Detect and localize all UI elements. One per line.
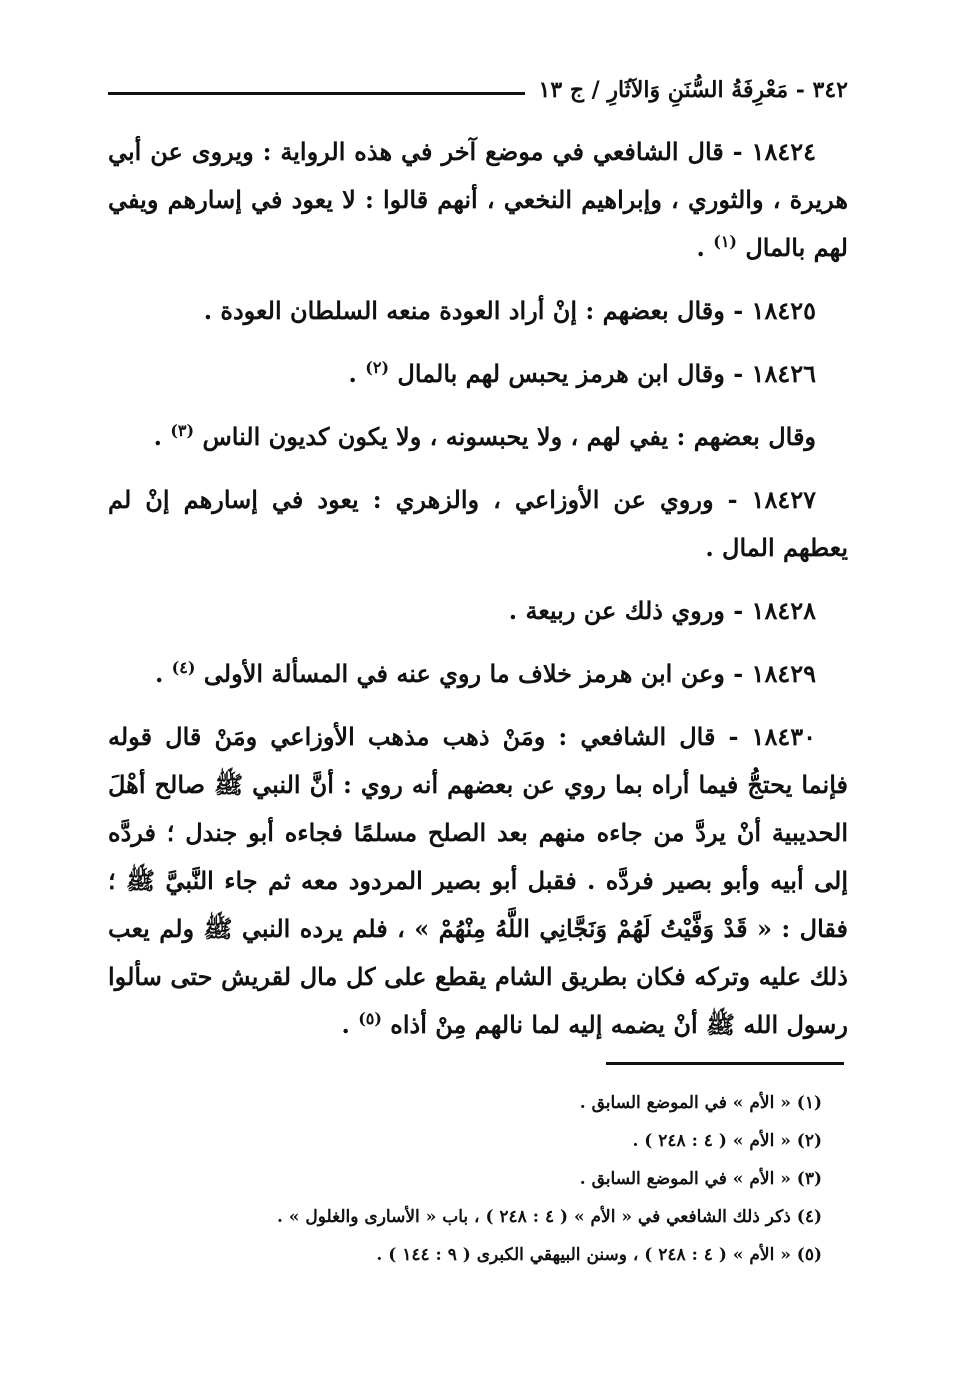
- footnote-3: (٣) « الأم » في الموضع السابق .: [579, 1169, 822, 1189]
- footnote-separator: [606, 1062, 844, 1065]
- paragraph-18428: [108, 587, 848, 635]
- footnote-2: (٢) « الأم » ( ٤ : ٢٤٨ ) .: [632, 1131, 822, 1151]
- paragraph-tail: .: [154, 659, 172, 688]
- paragraph-text: ١٨٤٢٥ - وقال بعضهم : إنْ أراد العودة منعه السلطان العودة .: [203, 296, 816, 325]
- paragraph-18427: [108, 476, 848, 572]
- paragraph-18430: [108, 713, 848, 1049]
- main-text: [108, 128, 848, 1064]
- paragraph-tail: .: [348, 359, 366, 388]
- paragraph-text: ١٨٤٢٩ - وعن ابن هرمز خلاف ما روي عنه في المسألة الأولى: [203, 659, 816, 688]
- footnote-5: (٥) « الأم » ( ٤ : ٢٤٨ ) ، وسنن البيهقي الكبرى ( ٩ : ١٤٤ ) .: [376, 1245, 822, 1265]
- footnote-ref: (٢): [365, 358, 390, 377]
- paragraph-continuation: [108, 413, 848, 461]
- paragraph-text: ١٨٤٢٨ - وروي ذلك عن ربيعة .: [508, 596, 816, 625]
- page-header: [108, 70, 848, 110]
- footnotes: [108, 1084, 822, 1274]
- footnote-ref: (١): [713, 232, 737, 251]
- paragraph-text: ١٨٤٢٦ - وقال ابن هرمز يحبس لهم بالمال: [397, 359, 816, 388]
- paragraph-tail: .: [341, 1010, 359, 1039]
- footnote-ref: (٥): [358, 1009, 382, 1028]
- footnote-4: (٤) ذكر ذلك الشافعي في « الأم » ( ٤ : ٢٤٨ ) ، باب « الأسارى والغلول » .: [277, 1207, 822, 1227]
- running-head-title: ٣٤٢ - مَعْرِفَةُ السُّنَنِ وَالآثَارِ / ج ١٣: [538, 77, 848, 103]
- paragraph-tail: .: [153, 422, 171, 451]
- paragraph-18424: [108, 128, 848, 272]
- footnote-ref: (٤): [171, 658, 196, 677]
- footnote-1: (١) « الأم » في الموضع السابق .: [579, 1093, 822, 1113]
- paragraph-18426: [108, 350, 848, 398]
- paragraph-text: ١٨٤٢٤ - قال الشافعي في موضع آخر في هذه الرواية : ويروى عن أبي هريرة ، والثوري ، وإبراهيم النخعي ، أنهم قالوا : لا يعود في إسارهم ويفي لهم بالمال: [108, 137, 848, 262]
- paragraph-text: ١٨٤٣٠ - قال الشافعي : ومَنْ ذهب مذهب الأوزاعي ومَنْ قال قوله فإنما يحتجُّ فيما أراه بما روي عن بعضهم أنه روي : أنَّ النبي ﷺ صالح أهْلَ الحديبية أنْ يردَّ من جاءه منهم بعد الصلح مسلمًا فجاءه أبو جندل ؛ فردَّه إلى أبيه وأبو بصير فردَّه . فقبل أبو بصير المردود معه ثم جاء النَّبيَّ ﷺ ؛ فقال : « قَدْ وَفَّيْتُ لَهُمْ وَنَجَّانِي اللَّهُ مِنْهُمْ » ، فلم يرده النبي ﷺ ولم يعب ذلك عليه وتركه فكان بطريق الشام يقطع على كل مال لقريش حتى سألوا رسول الله ﷺ أنْ يضمه إليه لما نالهم مِنْ أذاه: [108, 722, 848, 1039]
- paragraph-tail: .: [696, 233, 714, 262]
- paragraph-text: وقال بعضهم : يفي لهم ، ولا يحبسونه ، ولا يكون كديون الناس: [202, 422, 816, 451]
- paragraph-text: ١٨٤٢٧ - وروي عن الأوزاعي ، والزهري : يعود في إسارهم إنْ لم يعطهم المال .: [108, 485, 848, 562]
- paragraph-18429: [108, 650, 848, 698]
- footnote-ref: (٣): [170, 421, 195, 440]
- paragraph-18425: [108, 287, 848, 335]
- header-rule: [108, 92, 525, 95]
